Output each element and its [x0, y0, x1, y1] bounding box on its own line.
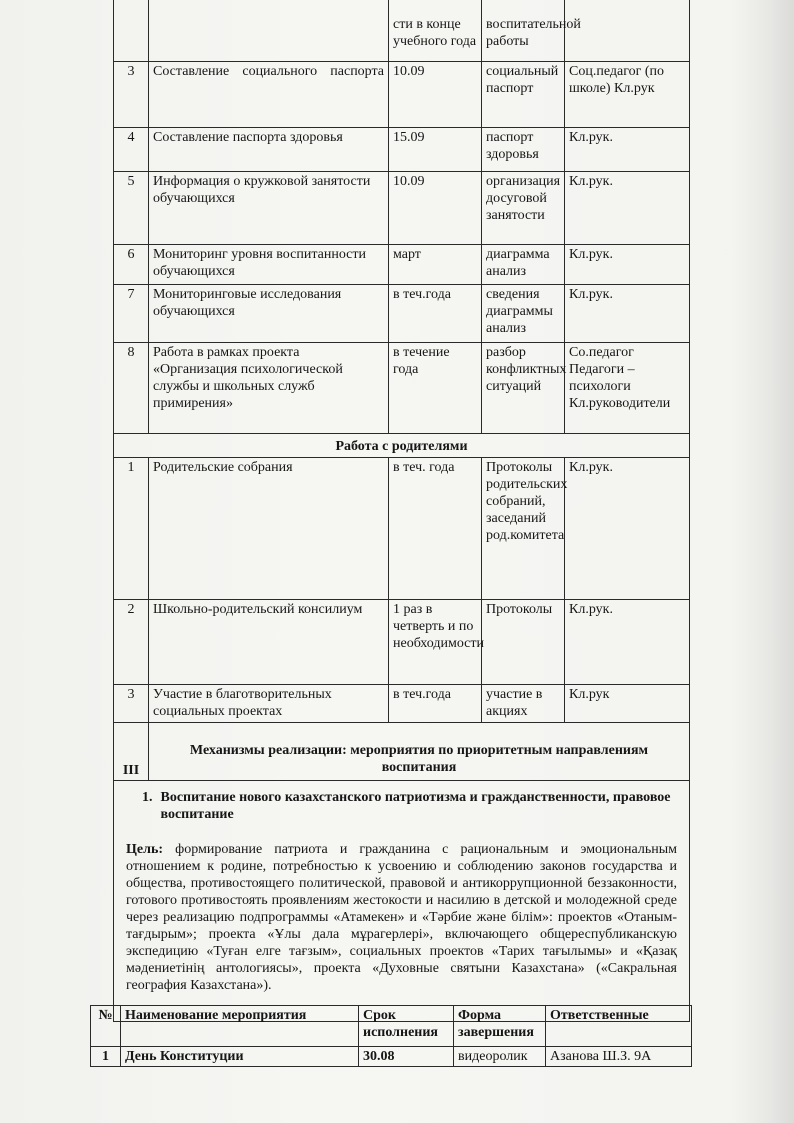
date-cell: 15.09 [389, 128, 482, 172]
direction-heading [126, 789, 677, 823]
table-row [114, 343, 690, 434]
row-number: 3 [114, 62, 149, 128]
responsible-cell: Кл.рук. [565, 245, 690, 285]
event-name: Составление социального паспорта [149, 62, 389, 128]
date-cell: март [389, 245, 482, 285]
responsible-cell: Азанова Ш.З. 9А [546, 1047, 692, 1067]
column-header-responsible: Ответственные [546, 1006, 692, 1047]
column-header-date: Срок исполнения [359, 1006, 454, 1047]
column-header-number: № [91, 1006, 121, 1047]
table-row [114, 245, 690, 285]
page-fold-shadow [734, 0, 794, 1123]
direction-title: Воспитание нового казахстанского патриотизма и гражданственности, правовое воспитание [160, 790, 671, 822]
table-row [114, 458, 690, 600]
event-name: Информация о кружковой занятости обучающихся [149, 172, 389, 245]
form-cell: разбор конфликтных ситуаций [482, 343, 565, 434]
event-name: Школьно-родительский консилиум [149, 600, 389, 685]
event-name: Работа в рамках проекта «Организация психологической службы и школьных служб примирения» [149, 343, 389, 434]
event-name: Мониторинговые исследования обучающихся [149, 285, 389, 343]
form-cell: Протоколы [482, 600, 565, 685]
table-row [114, 128, 690, 172]
direction-number: 1. [142, 790, 153, 805]
date-cell: 10.09 [389, 172, 482, 245]
date-cell: 1 раз в четверть и по необходимости [389, 600, 482, 685]
row-number: 3 [114, 685, 149, 723]
responsible-cell: Кл.рук. [565, 128, 690, 172]
section-roman-number: III [114, 723, 149, 781]
section-row [114, 434, 690, 458]
event-name: Мониторинг уровня воспитанности обучающихся [149, 245, 389, 285]
row-number: 8 [114, 343, 149, 434]
table-row [114, 62, 690, 128]
column-header-name: Наименование мероприятия [121, 1006, 359, 1047]
table-row [114, 0, 690, 62]
table-row [114, 285, 690, 343]
date-cell: 30.08 [359, 1047, 454, 1067]
goal-text: формирование патриота и гражданина с рациональным и эмоциональным отношением к родине, потребностью к усвоению и соблюдению законов государства и общества, противостоящего политической, правовой и антикоррупционной беззаконности, готового противостоять проявлениям жестокости и насилию в детской и молодежной среде через реализацию подпрограммы «Атамекен» и «Тәрбие және білім»: проектов «Отаным-тағдырым»; проекта «Ұлы дала мұрагерлері», включающего общереспубликанскую экспедицию «Туған елге тағзым», социальных проектов «Тарих тағылымы» и «Қазақ мәдениетінің антологиясы», проекта «Духовные святыни Казахстана» («Сакральная география Казахстана»). [126, 842, 678, 993]
row-number: 1 [114, 458, 149, 600]
responsible-cell: Кл.рук. [565, 458, 690, 600]
responsible-cell: Соц.педагог (по школе) Кл.рук [565, 62, 690, 128]
row-number: 5 [114, 172, 149, 245]
responsible-cell: Со.педагог Педагоги – психологи Кл.руководители [565, 343, 690, 434]
event-name: Составление паспорта здоровья [149, 128, 389, 172]
row-number: 1 [91, 1047, 121, 1067]
table-row [114, 172, 690, 245]
form-cell: социальный паспорт [482, 62, 565, 128]
table-row [114, 685, 690, 723]
form-cell: воспитательной работы [482, 0, 565, 62]
row-number: 2 [114, 600, 149, 685]
date-cell: в течение года [389, 343, 482, 434]
form-cell: диаграмма анализ [482, 245, 565, 285]
form-cell: участие в акциях [482, 685, 565, 723]
events-table [90, 1005, 692, 1067]
table-row [91, 1047, 692, 1067]
table-row [114, 600, 690, 685]
goal-paragraph [126, 841, 677, 994]
plan-table [113, 0, 690, 1022]
responsible-cell: Кл.рук. [565, 172, 690, 245]
event-name: Родительские собрания [149, 458, 389, 600]
goal-row [114, 781, 690, 1022]
row-number: 7 [114, 285, 149, 343]
section-title-parents: Работа с родителями [114, 434, 690, 458]
responsible-cell: Кл.рук [565, 685, 690, 723]
direction-block [114, 781, 690, 1022]
date-cell: в теч. года [389, 458, 482, 600]
row-number: 6 [114, 245, 149, 285]
section-row [114, 723, 690, 781]
form-cell: паспорт здоровья [482, 128, 565, 172]
form-cell: Протоколы родительских собраний, заседаний род.комитета [482, 458, 565, 600]
responsible-cell: Кл.рук. [565, 285, 690, 343]
goal-label: Цель: [126, 842, 164, 857]
date-cell: в теч.года [389, 685, 482, 723]
date-cell: сти в конце учебного года [389, 0, 482, 62]
date-cell: 10.09 [389, 62, 482, 128]
row-number: 4 [114, 128, 149, 172]
event-name: День Конституции [121, 1047, 359, 1067]
form-cell: видеоролик [454, 1047, 546, 1067]
responsible-cell: Кл.рук. [565, 600, 690, 685]
table-header-row [91, 1006, 692, 1047]
mechanisms-heading: Механизмы реализации: мероприятия по приоритетным направлениям воспитания [149, 723, 690, 781]
form-cell: организация досуговой занятости [482, 172, 565, 245]
date-cell: в теч.года [389, 285, 482, 343]
form-cell: сведения диаграммы анализ [482, 285, 565, 343]
column-header-form: Форма завершения [454, 1006, 546, 1047]
event-name: Участие в благотворительных социальных проектах [149, 685, 389, 723]
